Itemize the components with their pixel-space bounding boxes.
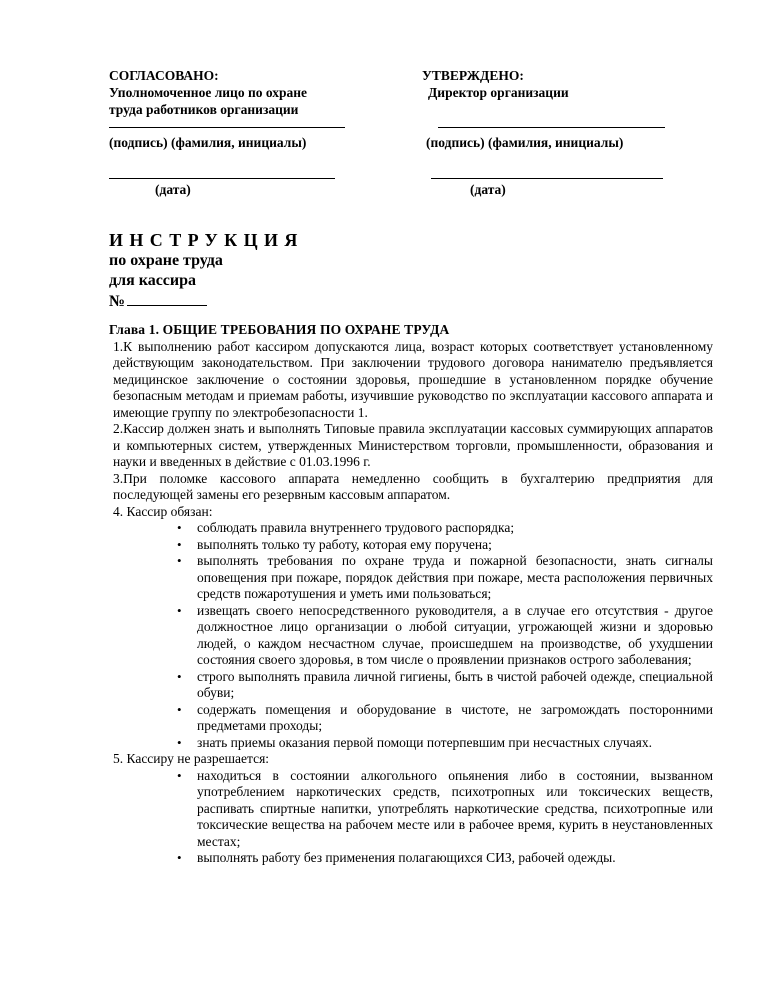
list-item: • содержать помещения и оборудование в чистоте, не загромождать посторонними предметами проходы; <box>197 702 713 735</box>
list-item: • выполнять только ту работу, которая ему поручена; <box>197 537 713 554</box>
approved-title: УТВЕРЖДЕНО: <box>422 68 524 83</box>
list-item: • извещать своего непосредственного руководителя, а в случае его отсутствия - другое должностное лицо организации о любой ситуации, угрожающей жизни и здоровью людей, о каждом несчастном случае, происшедшем на производстве, об ухудшении состояния своего здоровья, в том числе о проявлении признаков острого заболевания; <box>197 603 713 669</box>
paragraph-5: 5. Кассиру не разрешается: <box>113 751 270 766</box>
agreed-date-caption: (дата) <box>155 182 191 197</box>
list-item: • находиться в состоянии алкогольного опьянения либо в состоянии, вызванном употреблением наркотических средств, психотропных или токсических веществ, распивать спиртные напитки, употреблять наркотические средства, психотропные или токсические вещества на рабочем месте или в рабочее время, курить в неустановленных местах; <box>197 768 713 851</box>
approval-block-approved <box>422 67 682 101</box>
prohibitions-list <box>113 768 713 867</box>
agreed-position-line2: труда работников организации <box>109 102 299 117</box>
list-item: • знать приемы оказания первой помощи потерпевшим при несчастных случаях. <box>197 735 713 752</box>
document-subtitle-line1: по охране труда <box>109 252 223 269</box>
approved-position: Директор организации <box>428 85 569 100</box>
agreed-date-line <box>109 178 335 179</box>
paragraph-3: 3.При поломке кассового аппарата немедленно сообщить в бухгалтерию предприятия для последующей замены его резервным кассовым аппаратом. <box>113 470 713 502</box>
approval-block-agreed <box>109 67 359 118</box>
list-item: • строго выполнять правила личной гигиены, быть в чистой рабочей одежде, специальной обуви; <box>197 669 713 702</box>
list-item: • соблюдать правила внутреннего трудового распорядка; <box>197 520 713 537</box>
agreed-position-line1: Уполномоченное лицо по охране <box>109 85 308 100</box>
paragraph-1: 1.К выполнению работ кассиром допускаются лица, возраст которых соответствует установленному действующим законодательством. При заключении трудового договора нанимателю предъявляется медицинское заключение о состоянии здоровья, прошедшие в установленном порядке обучение безопасным методам и приемам работы, изучившие руководство по эксплуатации кассового аппарата и имеющие группу по электробезопасности 1. <box>113 338 713 420</box>
duties-list <box>113 520 713 751</box>
approved-signature-caption: (подпись) (фамилия, инициалы) <box>426 135 624 150</box>
number-label: № <box>109 293 126 310</box>
approved-date-line <box>431 178 663 179</box>
document-number <box>109 291 207 312</box>
document-subtitle-line2: для кассира <box>109 272 197 289</box>
paragraph-4: 4. Кассир обязан: <box>113 503 213 519</box>
document-body <box>109 322 713 867</box>
agreed-signature-line <box>109 127 345 128</box>
agreed-signature-caption: (подпись) (фамилия, инициалы) <box>109 135 307 150</box>
paragraph-2: 2.Кассир должен знать и выполнять Типовые правила эксплуатации кассовых суммирующих аппаратов и компьютерных систем, утвержденных Министерством торговли, промышленности, образования и науки и введенных в действие с 01.03.1996 г. <box>113 421 713 469</box>
chapter-heading: Глава 1. ОБЩИЕ ТРЕБОВАНИЯ ПО ОХРАНЕ ТРУДА <box>109 322 450 337</box>
approved-date-caption: (дата) <box>470 182 506 197</box>
approved-signature-line <box>438 127 665 128</box>
list-item: • выполнять работу без применения полагающихся СИЗ, рабочей одежды. <box>197 850 713 867</box>
list-item: • выполнять требования по охране труда и пожарной безопасности, знать сигналы оповещения при пожаре, порядок действия при пожаре, места расположения первичных средств пожаротушения и уметь ими пользоваться; <box>197 553 713 603</box>
agreed-title: СОГЛАСОВАНО: <box>109 68 219 83</box>
number-blank-line <box>127 291 207 306</box>
document-title: ИНСТРУКЦИЯ <box>109 230 304 250</box>
